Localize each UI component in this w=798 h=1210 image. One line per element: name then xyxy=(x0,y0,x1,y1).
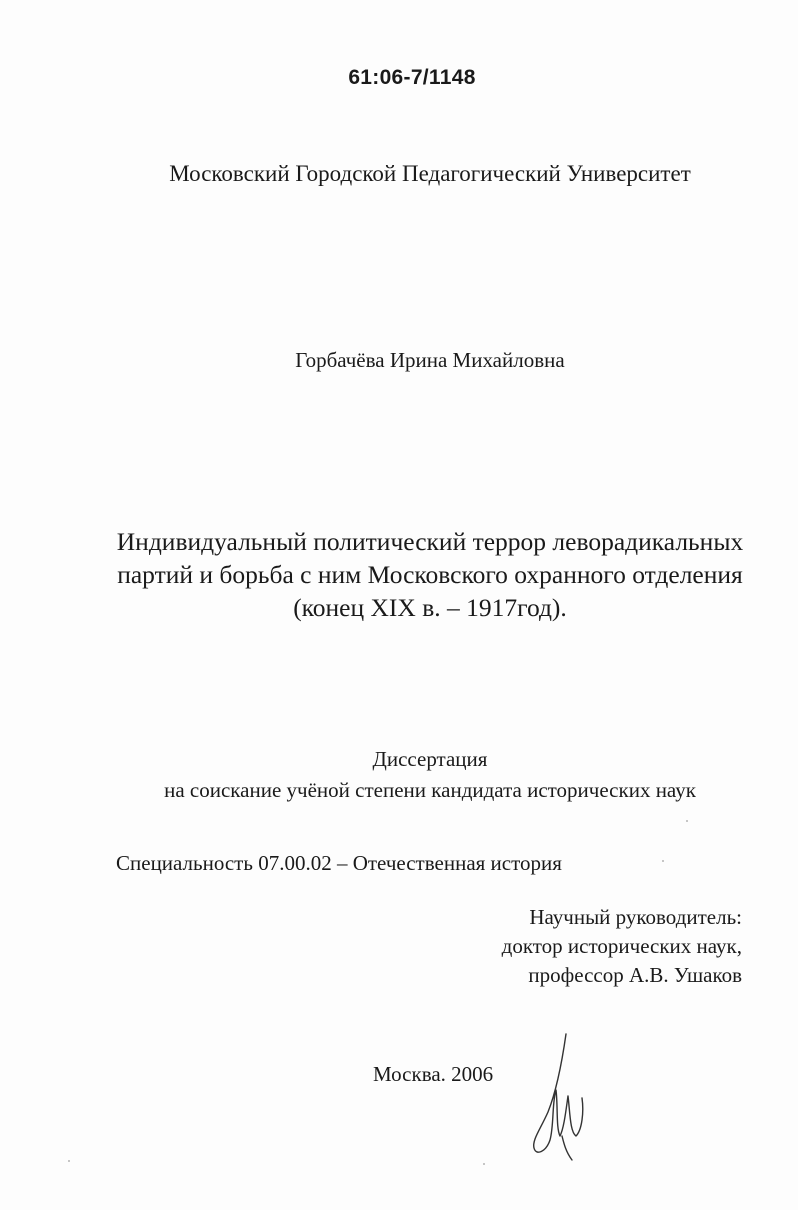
handwritten-signature xyxy=(526,1032,592,1162)
author-name-text: Горбачёва Ирина Михайловна xyxy=(295,348,565,372)
dissertation-title xyxy=(0,525,798,624)
scan-speck xyxy=(68,1160,70,1162)
degree-line: Диссертация xyxy=(372,747,488,771)
title-line: партий и борьба с ним Московского охранного отделения xyxy=(117,560,743,589)
specialty: Специальность 07.00.02 – Отечественная история xyxy=(116,851,562,875)
city-year: Москва. 2006 xyxy=(373,1062,494,1086)
scan-speck xyxy=(662,860,664,862)
advisor-line: доктор исторических наук, xyxy=(501,934,742,958)
signature-stroke xyxy=(534,1034,583,1160)
university-name xyxy=(0,161,798,187)
library-code-text: 61:06-7/1148 xyxy=(348,66,476,89)
library-code xyxy=(0,66,798,90)
degree-statement xyxy=(0,744,798,806)
university-name-text: Московский Городской Педагогический Университет xyxy=(169,161,691,186)
advisor-line: Научный руководитель: xyxy=(529,905,742,929)
scientific-advisor xyxy=(502,903,742,990)
title-line: Индивидуальный политический террор леворадикальных xyxy=(116,527,744,556)
author-name xyxy=(0,348,798,373)
degree-line: на соискание учёной степени кандидата исторических наук xyxy=(164,778,696,802)
scan-speck xyxy=(483,1163,485,1165)
title-line: (конец XIX в. – 1917год). xyxy=(293,593,567,622)
scan-speck xyxy=(686,820,688,822)
advisor-line: профессор А.В. Ушаков xyxy=(528,963,742,987)
